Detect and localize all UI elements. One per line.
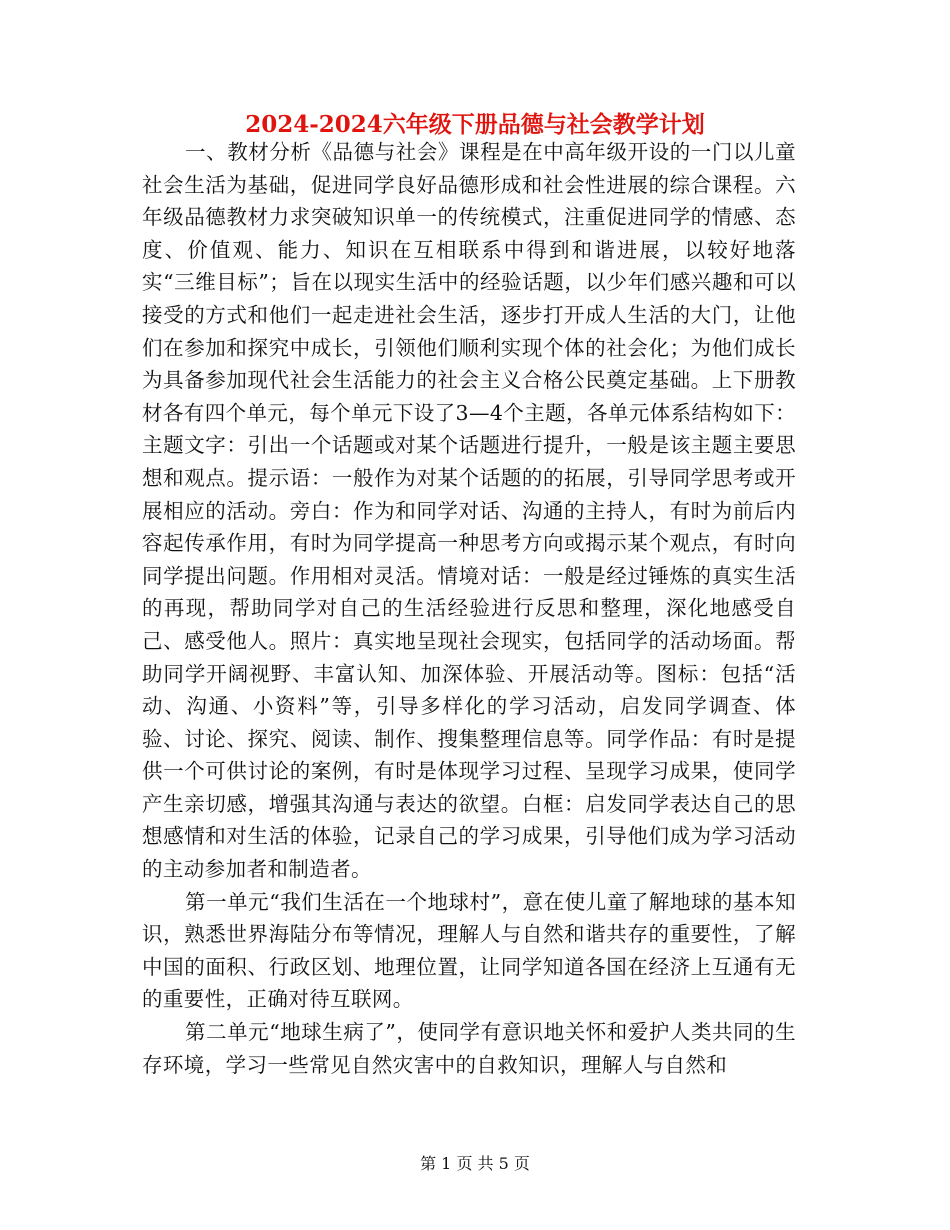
document-title: 2024-2024六年级下册品德与社会教学计划 <box>245 111 705 138</box>
page-number-footer: 第 1 页 共 5 页 <box>420 1154 530 1173</box>
paragraph-unit-two: 第二单元“地球生病了”，使同学有意识地关怀和爱护人类共同的生存环境，学习一些常见自然灾害中的自救知识，理解人与自然和 <box>142 1020 796 1077</box>
document-body <box>142 136 796 1081</box>
paragraph-textbook-analysis: 一、教材分析《品德与社会》课程是在中高年级开设的一门以儿童社会生活为基础，促进同学良好品德形成和社会性进展的综合课程。六年级品德教材力求突破知识单一的传统模式，注重促进同学的情感、态度、价值观、能力、知识在互相联系中得到和谐进展，以较好地落实“三维目标”；旨在以现实生活中的经验话题，以少年们感兴趣和可以接受的方式和他们一起走进社会生活，逐步打开成人生活的大门，让他们在参加和探究中成长，引领他们顺利实现个体的社会化；为他们成长为具备参加现代社会生活能力的社会主义合格公民奠定基础。上下册教材各有四个单元，每个单元下设了3—4个主题，各单元体系结构如下：主题文字：引出一个话题或对某个话题进行提升，一般是该主题主要思想和观点。提示语：一般作为对某个话题的的拓展，引导同学思考或开展相应的活动。旁白：作为和同学对话、沟通的主持人，有时为前后内容起传承作用，有时为同学提高一种思考方向或揭示某个观点，有时向同学提出问题。作用相对灵活。情境对话：一般是经过锤炼的真实生活的再现，帮助同学对自己的生活经验进行反思和整理，深化地感受自己、感受他人。照片：真实地呈现社会现实，包括同学的活动场面。帮助同学开阔视野、丰富认知、加深体验、开展活动等。图标：包括“活动、沟通、小资料”等，引导多样化的学习活动，启发同学调查、体验、讨论、探究、阅读、制作、搜集整理信息等。同学作品：有时是提供一个可供讨论的案例，有时是体现学习过程、呈现学习成果，使同学产生亲切感，增强其沟通与表达的欲望。白框：启发同学表达自己的思想感情和对生活的体验，记录自己的学习成果，引导他们成为学习活动的主动参加者和制造者。 <box>142 140 796 882</box>
paragraph-unit-one: 第一单元“我们生活在一个地球村”，意在使儿童了解地球的基本知识，熟悉世界海陆分布等情况，理解人与自然和谐共存的重要性，了解中国的面积、行政区划、地理位置，让同学知道各国在经济上互通有无的重要性，正确对待互联网。 <box>142 889 796 1012</box>
